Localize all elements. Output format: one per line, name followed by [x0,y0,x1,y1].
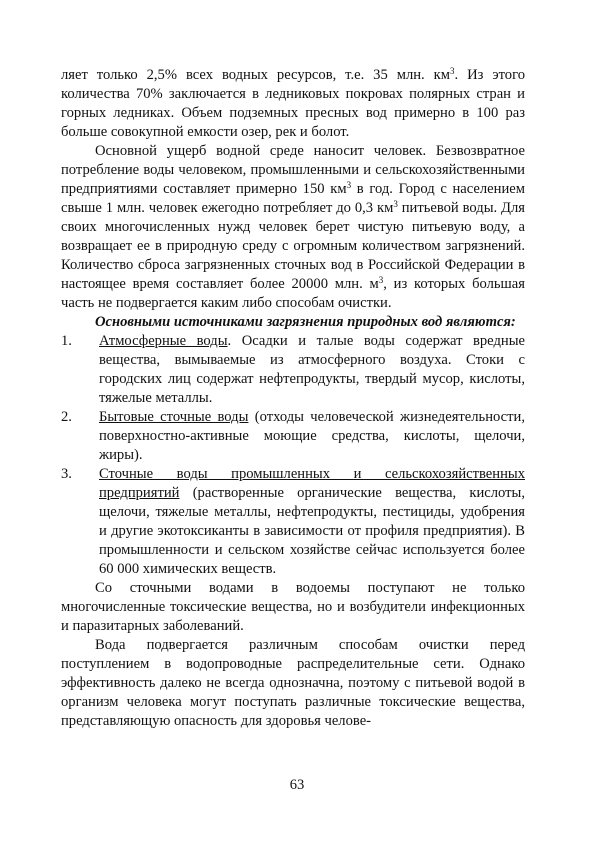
p2-text-a: Основной ущерб водной среде наносит человек. Безвозвратное потребление воды человеком, промышленными и сельскохозяйственными предприятиями составляет примерно 150 км [61,143,525,197]
pollution-sources-list [61,332,525,579]
paragraph-2 [61,142,525,313]
list-item-text: (растворенные органические вещества, кислоты, щелочи, тяжелые металлы, нефтепродукты, пестициды, удобрения и другие экотоксиканты в зависимости от профиля предприятия). В промышленности и сельском хозяйстве сейчас используется более 60 000 химических веществ. [99,485,525,577]
list-item-term: Сточные воды промышленных и сельскохозяйственных предприятий [99,466,525,501]
p2-text-c: питьевой воды. Для своих многочисленных нужд человек берет чистую питьевую воду, а возвращает ее в природную среду с огромным количеством загрязнений. Количество сброса загрязненных сточных вод в Российской Федерации в настоящее время составляет более 20000 млн. м [61,200,525,292]
p1-superscript: 3 [449,66,455,76]
p2-superscript-3: 3 [378,275,384,285]
list-item-number: 3. [61,466,72,482]
paragraph-3: Со сточными водами в водоемы поступают не только многочисленные токсические вещества, но и возбудители инфекционных и паразитарных заболеваний. [61,580,525,634]
p2-text-d: , из которых большая часть не подвергается каким либо способам очистки. [61,276,525,311]
paragraph-4: Вода подвергается различным способам очистки перед поступлением в водопроводные распределительные сети. Однако эффективность далеко не всегда однозначна, поэтому с питьевой водой в организм человека могут поступать различные токсические вещества, представляющую опасность для здоровья челове- [61,637,525,729]
list-item-number: 1. [61,333,72,349]
list-item-term: Атмосферные воды [99,333,228,349]
paragraph-1 [61,66,525,142]
p1-text-a: ляет только 2,5% всех водных ресурсов, т.е. 35 млн. км [61,67,450,83]
list-item [61,408,525,465]
section-heading: Основными источниками загрязнения природных вод являются: [95,314,516,330]
list-item-text: (отходы человеческой жизнедеятельности, поверхностно-активные моющие средства, кислоты, щелочи, жиры). [99,409,525,463]
p2-superscript-1: 3 [346,180,352,190]
page-body [61,66,525,731]
list-item-number: 2. [61,409,72,425]
p2-superscript-2: 3 [393,199,398,209]
list-item [61,465,525,579]
list-item-text: . Осадки и талые воды содержат вредные вещества, вымываемые из атмосферного воздуха. Стоки с городских лиц содержат нефтепродукты, твердый мусор, кислоты, тяжелые металлы. [99,333,525,406]
list-item-term: Бытовые сточные воды [99,409,249,425]
list-item [61,332,525,408]
p1-text-b: . Из этого количества 70% заключается в ледниковых покровах полярных стран и горных ледниках. Объем подземных пресных вод примерно в 100 раз больше совокупной емкости озер, рек и болот. [61,67,525,140]
p2-text-b: в год. Город с населением свыше 1 млн. человек ежегодно потребляет до 0,3 км [61,181,525,216]
page-number: 63 [289,777,305,793]
